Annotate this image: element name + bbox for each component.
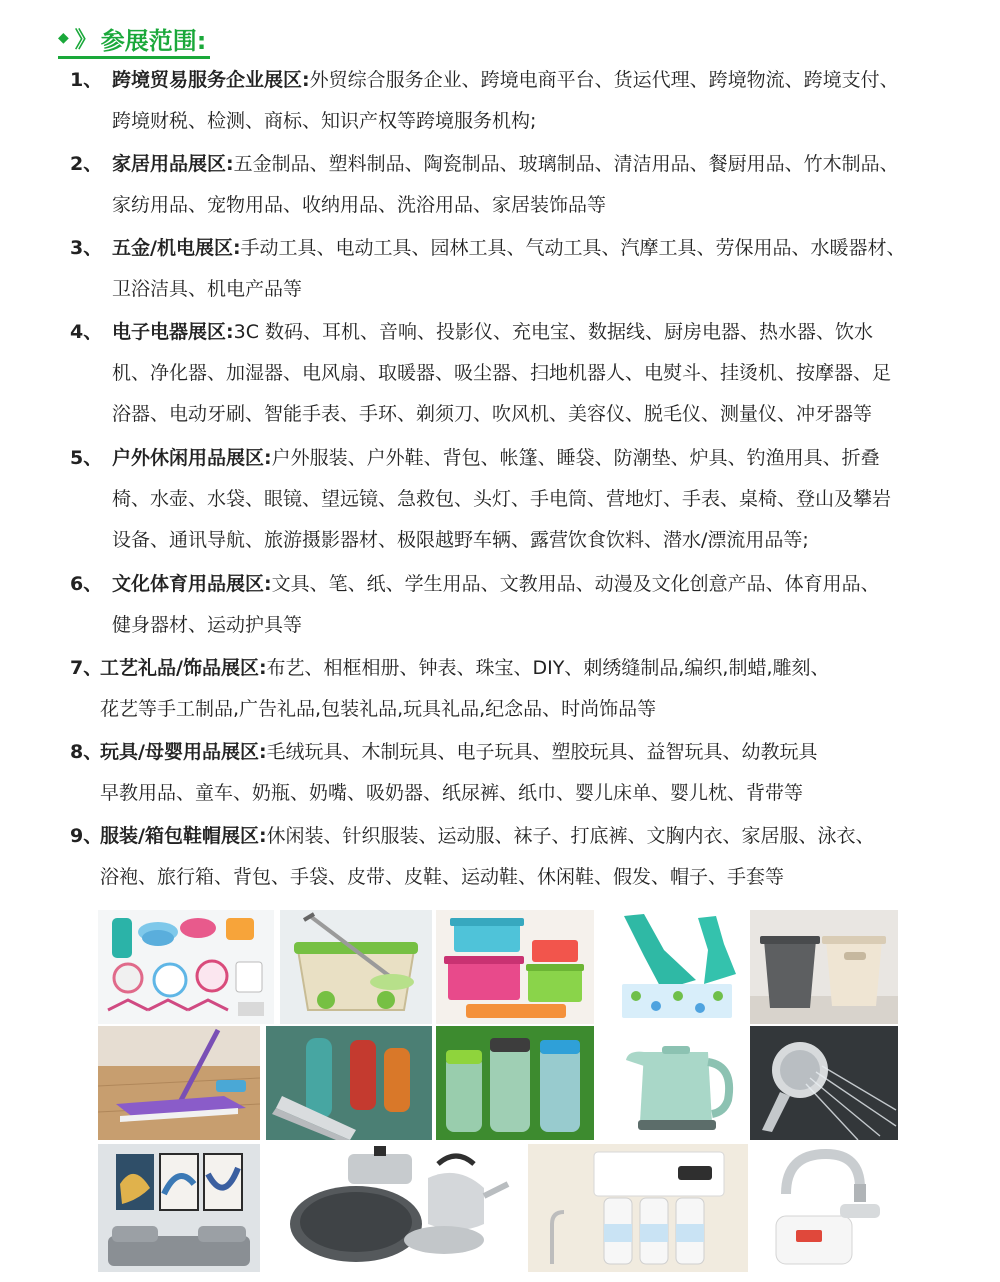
photo-instant-heater-faucet	[756, 1144, 898, 1272]
product-photo-grid	[96, 908, 900, 1278]
item-text: 浴袍、旅行箱、背包、手袋、皮带、皮鞋、运动鞋、休闲鞋、假发、帽子、手套等	[100, 866, 785, 888]
storage-box-icon	[436, 910, 594, 1024]
photo-vacuum-flasks	[266, 1026, 432, 1140]
photo-cleaning-gloves	[604, 910, 750, 1024]
photo-wall-art	[98, 1144, 260, 1272]
item-text: 花艺等手工制品,广告礼品,包装礼品,玩具礼品,纪念品、时尚饰品等	[100, 698, 657, 720]
photo-cookware	[278, 1144, 522, 1272]
item-title: 家居用品展区:	[112, 153, 234, 175]
item-text: 机、净化器、加湿器、电风扇、取暖器、吸尘器、扫地机器人、电熨斗、挂烫机、按摩器、足	[112, 362, 892, 384]
item-text: 健身器材、运动护具等	[112, 614, 303, 636]
item-number: 5、	[70, 447, 103, 469]
item-number: 3、	[70, 237, 103, 259]
item-text: 卫浴洁具、机电产品等	[112, 278, 303, 300]
item-text: 家纺用品、宠物用品、收纳用品、洗浴用品、家居装饰品等	[112, 194, 607, 216]
water-purifier-icon	[528, 1144, 748, 1272]
flat-mop-icon	[98, 1026, 260, 1140]
item-title: 玩具/母婴用品展区:	[100, 741, 267, 763]
photo-water-purifier	[528, 1144, 748, 1272]
water-bottle-icon	[436, 1026, 594, 1140]
item-text: 外贸综合服务企业、跨境电商平台、货运代理、跨境物流、跨境支付、	[309, 69, 899, 91]
item-number: 1、	[70, 69, 103, 91]
photo-flat-mop	[98, 1026, 260, 1140]
item-number: 8、	[70, 741, 103, 763]
wall-art-icon	[98, 1144, 260, 1272]
item-title: 电子电器展区:	[112, 321, 234, 343]
section-heading	[58, 20, 206, 56]
trash-bin-icon	[750, 910, 898, 1024]
shower-head-icon	[750, 1026, 898, 1140]
item-number: 7、	[70, 657, 103, 679]
heading-underline	[58, 56, 210, 59]
photo-trash-bins	[750, 910, 898, 1024]
flask-icon	[266, 1026, 432, 1140]
item-text: 手动工具、电动工具、园林工具、气动工具、汽摩工具、劳保用品、水暖器材、	[240, 237, 906, 259]
item-text: 文具、笔、纸、学生用品、文教用品、动漫及文化创意产品、体育用品、	[271, 573, 880, 595]
photo-shower-head	[750, 1026, 898, 1140]
photo-water-bottles	[436, 1026, 594, 1140]
item-text: 设备、通讯导航、旅游摄影器材、极限越野车辆、露营饮食饮料、潜水/漂流用品等;	[112, 529, 809, 551]
item-number: 9、	[70, 825, 103, 847]
chevron-icon: 》	[74, 27, 95, 53]
cookware-icon	[278, 1144, 522, 1272]
diamond-icon: ◆	[58, 30, 69, 46]
item-text: 毛绒玩具、木制玩具、电子玩具、塑胶玩具、益智玩具、幼教玩具	[266, 741, 818, 763]
item-text: 休闲装、针织服装、运动服、袜子、打底裤、文胸内衣、家居服、泳衣、	[266, 825, 875, 847]
item-text: 椅、水壶、水袋、眼镜、望远镜、急救包、头灯、手电筒、营地灯、手表、桌椅、登山及攀岩	[112, 488, 892, 510]
item-number: 6、	[70, 573, 103, 595]
photo-storage-boxes	[436, 910, 594, 1024]
heading-text: 参展范围:	[100, 26, 207, 55]
item-title: 服装/箱包鞋帽展区:	[100, 825, 267, 847]
item-text: 户外服装、户外鞋、背包、帐篷、睡袋、防潮垫、炉具、钓渔用具、折叠	[271, 447, 880, 469]
item-title: 工艺礼品/饰品展区:	[100, 657, 267, 679]
item-title: 跨境贸易服务企业展区:	[112, 69, 310, 91]
item-text: 跨境财税、检测、商标、知识产权等跨境服务机构;	[112, 110, 537, 132]
faucet-icon	[756, 1144, 898, 1272]
photo-spin-mop-bucket	[280, 910, 432, 1024]
item-number: 2、	[70, 153, 103, 175]
item-text: 早教用品、童车、奶瓶、奶嘴、吸奶器、纸尿裤、纸巾、婴儿床单、婴儿枕、背带等	[100, 782, 804, 804]
item-title: 五金/机电展区:	[112, 237, 241, 259]
plastic-housewares-icon	[98, 910, 274, 1024]
mop-bucket-icon	[280, 910, 432, 1024]
item-title: 文化体育用品展区:	[112, 573, 272, 595]
item-title: 户外休闲用品展区:	[112, 447, 272, 469]
glove-icon	[604, 910, 750, 1024]
item-text: 五金制品、塑料制品、陶瓷制品、玻璃制品、清洁用品、餐厨用品、竹木制品、	[233, 153, 899, 175]
item-text: 浴器、电动牙刷、智能手表、手环、剃须刀、吹风机、美容仪、脱毛仪、测量仪、冲牙器等	[112, 403, 873, 425]
kettle-icon	[604, 1026, 750, 1140]
photo-electric-kettle	[604, 1026, 750, 1140]
item-text: 3C 数码、耳机、音响、投影仪、充电宝、数据线、厨房电器、热水器、饮水	[233, 321, 874, 343]
item-text: 布艺、相框相册、钟表、珠宝、DIY、刺绣缝制品,编织,制蜡,雕刻、	[266, 657, 830, 679]
item-number: 4、	[70, 321, 103, 343]
photo-plastic-housewares	[98, 910, 274, 1024]
